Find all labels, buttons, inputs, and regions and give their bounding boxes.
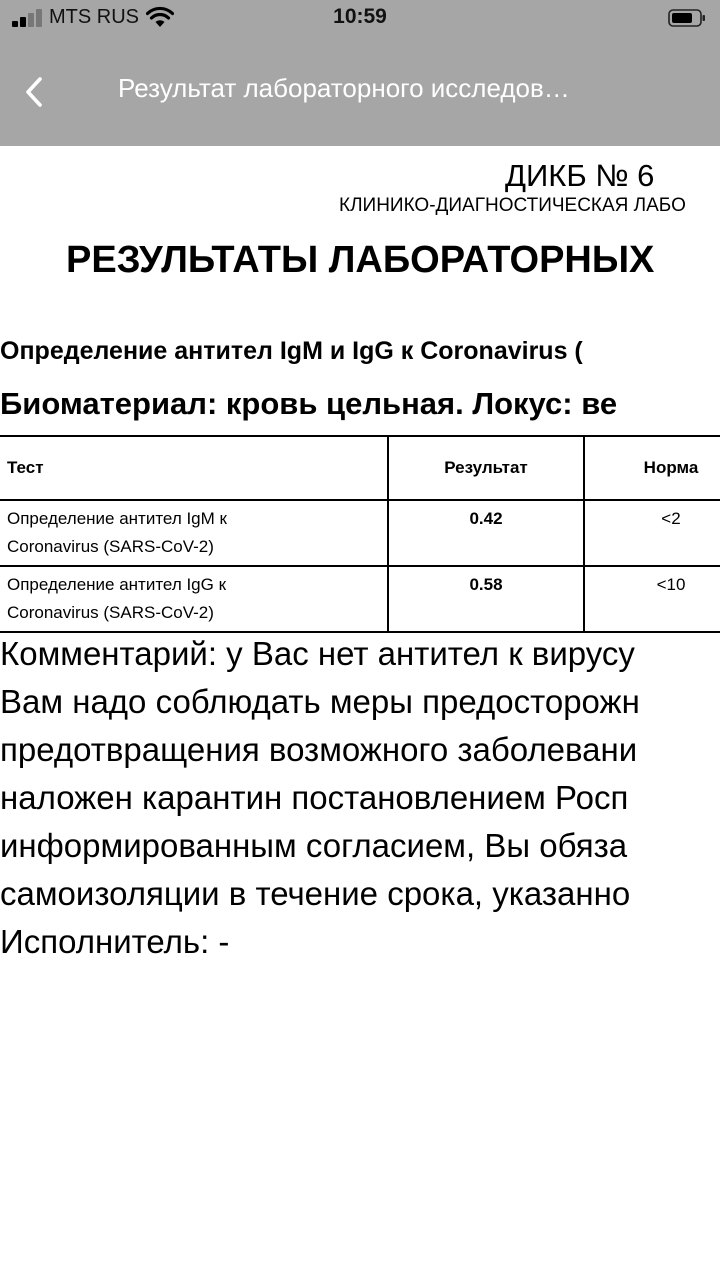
test-name-line: Определение антител IgM к [7,509,227,528]
executor-line: Исполнитель: - [0,923,230,960]
navigation-bar [0,38,720,146]
comment-line: самоизоляции в течение срока, указанно [0,875,631,912]
test-name-line: Coronavirus (SARS-CoV-2) [7,537,214,556]
norm-cell: <10 [584,566,720,632]
comment-line: Вам надо соблюдать меры предосторожн [0,683,640,720]
results-table [0,435,720,633]
organization-name: ДИКБ № 6 [505,158,655,193]
test-name-line: Определение антител IgG к [7,575,227,594]
battery-icon [668,8,706,28]
column-header-norm: Норма [584,436,720,500]
biomaterial-line: Биоматериал: кровь цельная. Локус: ве [0,386,618,421]
test-name-cell [0,566,388,632]
result-cell: 0.58 [388,566,584,632]
comment-block [0,630,720,966]
top-bar [0,0,720,146]
result-cell: 0.42 [388,500,584,566]
department-name: КЛИНИКО-ДИАГНОСТИЧЕСКАЯ ЛАБО [339,195,686,216]
document-heading: РЕЗУЛЬТАТЫ ЛАБОРАТОРНЫХ [66,239,655,281]
table-row [0,566,720,632]
comment-line: информированным согласием, Вы обяза [0,827,628,864]
comment-line: предотвращения возможного заболевани [0,731,638,768]
status-bar [0,0,720,38]
column-header-test: Тест [0,436,388,500]
status-clock: 10:59 [333,5,387,28]
comment-line: наложен карантин постановлением Росп [0,779,629,816]
test-title: Определение антител IgM и IgG к Coronavirus ( [0,337,583,365]
test-name-line: Coronavirus (SARS-CoV-2) [7,603,214,622]
chevron-left-icon[interactable] [20,74,50,110]
norm-cell: <2 [584,500,720,566]
test-name-cell [0,500,388,566]
page-title: Результат лабораторного исследов… [118,73,570,103]
document-view[interactable] [0,146,720,1280]
table-row [0,500,720,566]
comment-line: Комментарий: у Вас нет антител к вирусу [0,635,635,672]
column-header-result: Результат [388,436,584,500]
table-header-row [0,436,720,500]
carrier-label: MTS RUS [49,6,139,28]
